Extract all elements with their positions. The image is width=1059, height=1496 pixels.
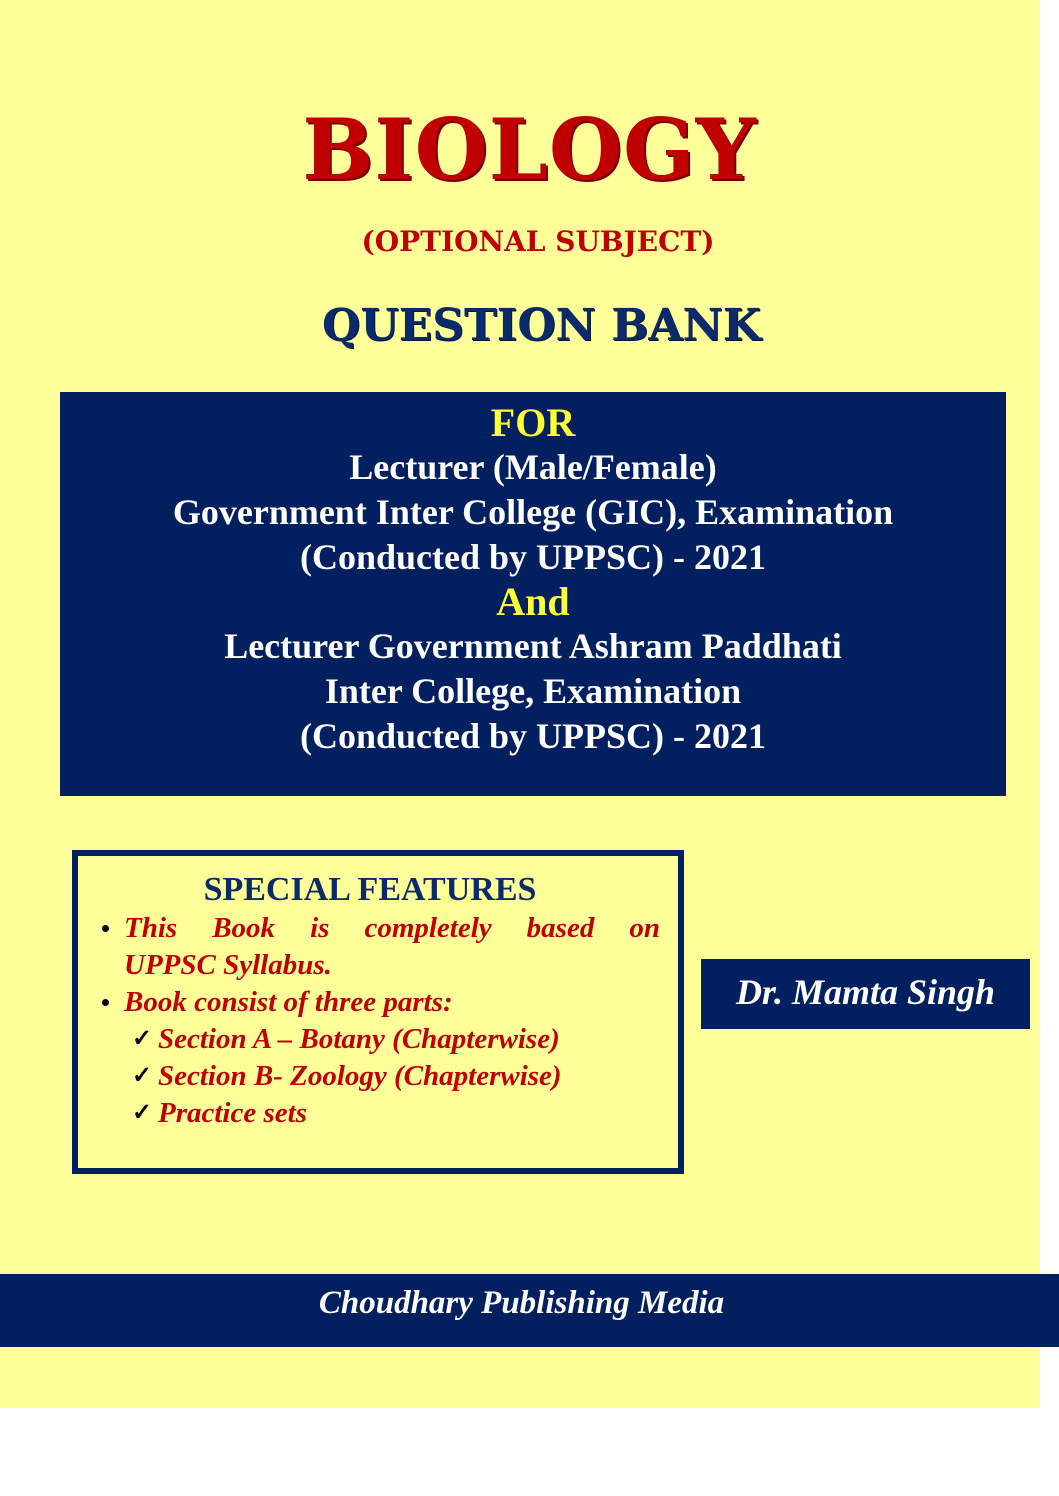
exam1-line1: Lecturer (Male/Female) xyxy=(349,447,717,487)
document-type: QUESTION BANK xyxy=(322,300,761,351)
publisher-name: Choudhary Publishing Media xyxy=(318,1285,725,1321)
checkmark-icon: ✓ xyxy=(132,1100,153,1126)
sub-feature-text: Section A – Botany (Chapterwise) xyxy=(158,1023,560,1055)
author-name: Dr. Mamta Singh xyxy=(701,959,1030,1029)
exam-info-box xyxy=(60,392,1006,796)
feature-text-line: Book consist of three parts: xyxy=(124,986,453,1018)
sub-feature-item xyxy=(78,1095,678,1132)
checkmark-icon: ✓ xyxy=(132,1063,153,1089)
sub-feature-text: Practice sets xyxy=(158,1097,307,1129)
sub-feature-item xyxy=(78,1021,678,1058)
exam2-line3: (Conducted by UPPSC) - 2021 xyxy=(299,716,766,756)
feature-item xyxy=(78,910,678,984)
page-margin xyxy=(1040,0,1059,1408)
sub-feature-text: Section B- Zoology (Chapterwise) xyxy=(158,1060,562,1092)
book-title: BIOLOGY xyxy=(302,100,757,199)
feature-text-line: This Book is completely based on xyxy=(124,912,660,944)
checkmark-icon: ✓ xyxy=(132,1026,153,1052)
exam2-line2: Inter College, Examination xyxy=(324,671,742,711)
exam2-line1: Lecturer Government Ashram Paddhati xyxy=(224,626,842,666)
feature-item xyxy=(78,984,678,1021)
and-label: And xyxy=(496,579,570,624)
book-subtitle: (OPTIONAL SUBJECT) xyxy=(361,225,715,258)
special-features-box xyxy=(72,850,684,1174)
exam1-line3: (Conducted by UPPSC) - 2021 xyxy=(299,537,766,577)
for-label: FOR xyxy=(490,400,576,445)
bullet-icon xyxy=(102,925,109,932)
sub-feature-item xyxy=(78,1058,678,1095)
publisher-banner xyxy=(0,1274,1059,1347)
bullet-icon xyxy=(102,999,109,1006)
features-list xyxy=(78,910,678,1132)
features-heading: SPECIAL FEATURES xyxy=(203,871,537,908)
feature-text-line: UPPSC Syllabus. xyxy=(124,949,332,981)
exam1-line2: Government Inter College (GIC), Examination xyxy=(172,492,894,532)
